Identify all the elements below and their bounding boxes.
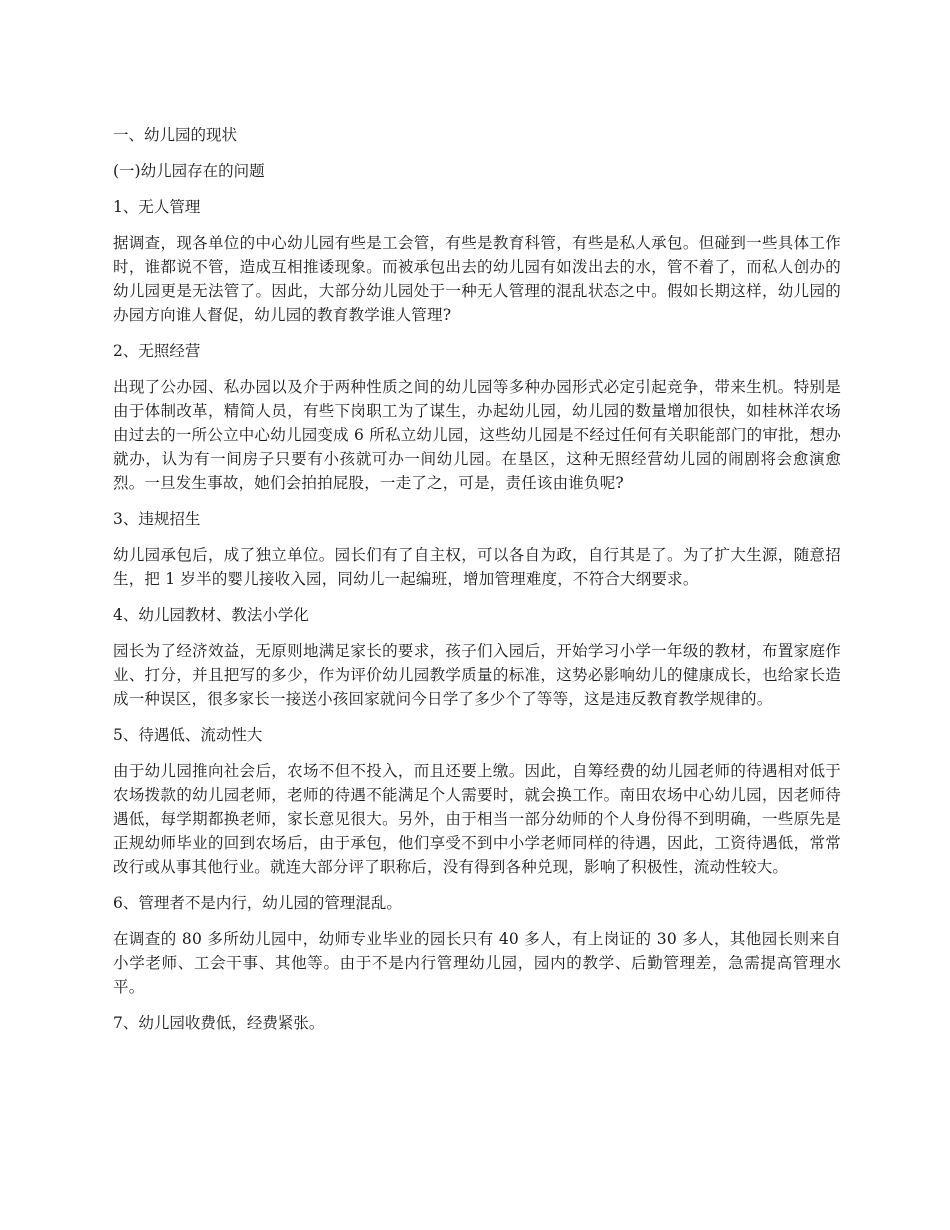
section-heading: 2、无照经营 <box>113 342 201 360</box>
section-heading: 4、幼儿园教材、教法小学化 <box>113 606 309 624</box>
section-paragraph: 由于幼儿园推向社会后，农场不但不投入，而且还要上缴。因此，自筹经费的幼儿园老师的待遇相对低于农场拨款的幼儿园老师，老师的待遇不能满足个人需要时，就会换工作。南田农场中心幼儿园，因老师待遇低，每学期都换老师，家长意见很大。另外，由于相当一部分幼师的个人身份得不到明确，一些原先是正规幼师毕业的回到农场后，由于承包，他们享受不到中小学老师同样的待遇，因此，工资待遇低，常常改行或从事其他行业。就连大部分评了职称后，没有得到各种兑现，影响了积极性，流动性较大。 <box>113 762 841 876</box>
section-paragraph: 在调查的 80 多所幼儿园中，幼师专业毕业的园长只有 40 多人，有上岗证的 30 多人，其他园长则来自小学老师、工会干事、其他等。由于不是内行管理幼儿园，园内的教学、后勤管理差，急需提高管理水平。 <box>113 930 841 996</box>
section-heading: 7、幼儿园收费低，经费紧张。 <box>113 1014 325 1032</box>
section-heading: 6、管理者不是内行，幼儿园的管理混乱。 <box>113 894 402 912</box>
section-paragraph: 幼儿园承包后，成了独立单位。园长们有了自主权，可以各自为政，自行其是了。为了扩大生源，随意招生，把 1 岁半的婴儿接收入园，同幼儿一起编班，增加管理难度，不符合大纲要求。 <box>113 546 841 588</box>
section-heading: 3、违规招生 <box>113 510 201 528</box>
section-paragraph: 园长为了经济效益，无原则地满足家长的要求，孩子们入园后，开始学习小学一年级的教材，布置家庭作业、打分，并且把写的多少，作为评价幼儿园教学质量的标准，这势必影响幼儿的健康成长，也给家长造成一种误区，很多家长一接送小孩回家就问今日学了多少个了等等，这是违反教育教学规律的。 <box>113 642 841 708</box>
section-heading: 5、待遇低、流动性大 <box>113 726 263 744</box>
section-paragraph: 据调查，现各单位的中心幼儿园有些是工会管，有些是教育科管，有些是私人承包。但碰到一些具体工作时，谁都说不管，造成互相推诿现象。而被承包出去的幼儿园有如泼出去的水，管不着了，而私人创办的幼儿园更是无法管了。因此，大部分幼儿园处于一种无人管理的混乱状态之中。假如长期这样，幼儿园的办园方向谁人督促，幼儿园的教育教学谁人管理? <box>113 234 841 324</box>
document-subtitle: (一)幼儿园存在的问题 <box>113 162 265 180</box>
section-paragraph: 出现了公办园、私办园以及介于两种性质之间的幼儿园等多种办园形式必定引起竞争，带来生机。特别是由于体制改革，精简人员，有些下岗职工为了谋生，办起幼儿园，幼儿园的数量增加很快，如桂林洋农场由过去的一所公立中心幼儿园变成 6 所私立幼儿园，这些幼儿园是不经过任何有关职能部门的审批，想办就办，认为有一间房子只要有小孩就可办一间幼儿园。在垦区，这种无照经营幼儿园的闹剧将会愈演愈烈。一旦发生事故，她们会拍拍屁股，一走了之，可是，责任该由谁负呢? <box>113 378 841 492</box>
document-body <box>113 123 841 1047</box>
document-title: 一、幼儿园的现状 <box>113 126 238 144</box>
section-heading: 1、无人管理 <box>113 198 201 216</box>
